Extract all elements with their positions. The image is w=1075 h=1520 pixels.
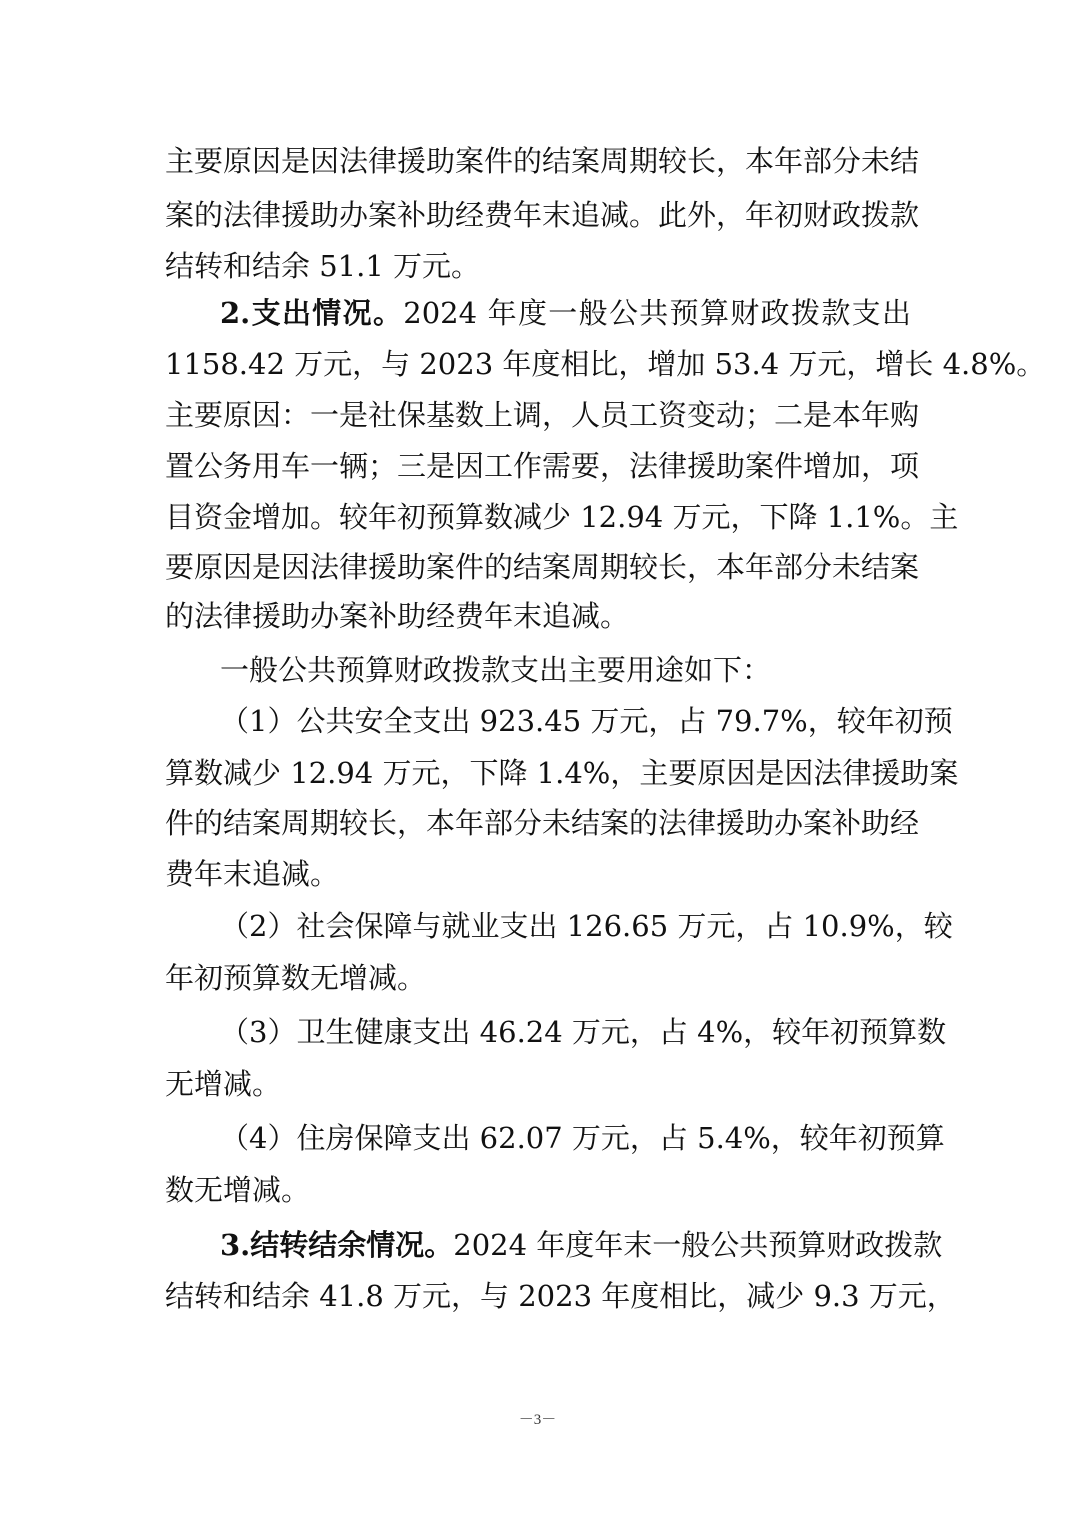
paragraph-line: 目资金增加。较年初预算数减少 12.94 万元，下降 1.1%。主	[165, 500, 959, 534]
list-item-line: 年初预算数无增减。	[165, 961, 427, 995]
paragraph-line: 一般公共预算财政拨款支出主要用途如下：	[220, 653, 772, 687]
paragraph-line: 结转和结余 41.8 万元，与 2023 年度相比，减少 9.3 万元，	[165, 1279, 956, 1313]
list-item-line: 费年末追减。	[165, 857, 340, 891]
list-item-line: （3）卫生健康支出 46.24 万元，占 4%，较年初预算数	[220, 1015, 947, 1049]
list-item-line: （1）公共安全支出 923.45 万元，占 79.7%，较年初预	[220, 704, 953, 738]
section-heading-expenditure: 2.支出情况。	[220, 296, 404, 330]
paragraph-line: 要原因是因法律援助案件的结案周期较长，本年部分未结案	[165, 550, 920, 584]
list-item-line: 数无增减。	[165, 1173, 311, 1207]
section-heading-line	[220, 1227, 943, 1263]
paragraph-line: 案的法律援助办案补助经费年末追减。此外，年初财政拨款	[165, 198, 920, 232]
paragraph-text: 2024 年度一般公共预算财政拨款支出	[403, 296, 911, 330]
list-item-line: 件的结案周期较长，本年部分未结案的法律援助办案补助经	[165, 806, 920, 840]
list-item-line: （4）住房保障支出 62.07 万元，占 5.4%，较年初预算	[220, 1121, 945, 1155]
paragraph-line: 1158.42 万元，与 2023 年度相比，增加 53.4 万元，增长 4.8%。	[165, 347, 1046, 381]
paragraph-line: 主要原因是因法律援助案件的结案周期较长，本年部分未结	[165, 144, 920, 178]
section-heading-carryover: 3.结转结余情况。	[220, 1228, 454, 1262]
list-item-line: 算数减少 12.94 万元，下降 1.4%，主要原因是因法律援助案	[165, 756, 959, 790]
page-number: －3－	[518, 1412, 557, 1428]
paragraph-line: 置公务用车一辆；三是因工作需要，法律援助案件增加，项	[165, 449, 920, 483]
section-heading-line	[220, 295, 911, 331]
paragraph-text: 2024 年度年末一般公共预算财政拨款	[453, 1228, 943, 1262]
list-item-line: （2）社会保障与就业支出 126.65 万元，占 10.9%，较	[220, 909, 953, 943]
paragraph-line: 结转和结余 51.1 万元。	[165, 249, 481, 283]
paragraph-line: 的法律援助办案补助经费年末追减。	[165, 599, 630, 633]
paragraph-line: 主要原因：一是社保基数上调，人员工资变动；二是本年购	[165, 398, 920, 432]
list-item-line: 无增减。	[165, 1067, 282, 1101]
